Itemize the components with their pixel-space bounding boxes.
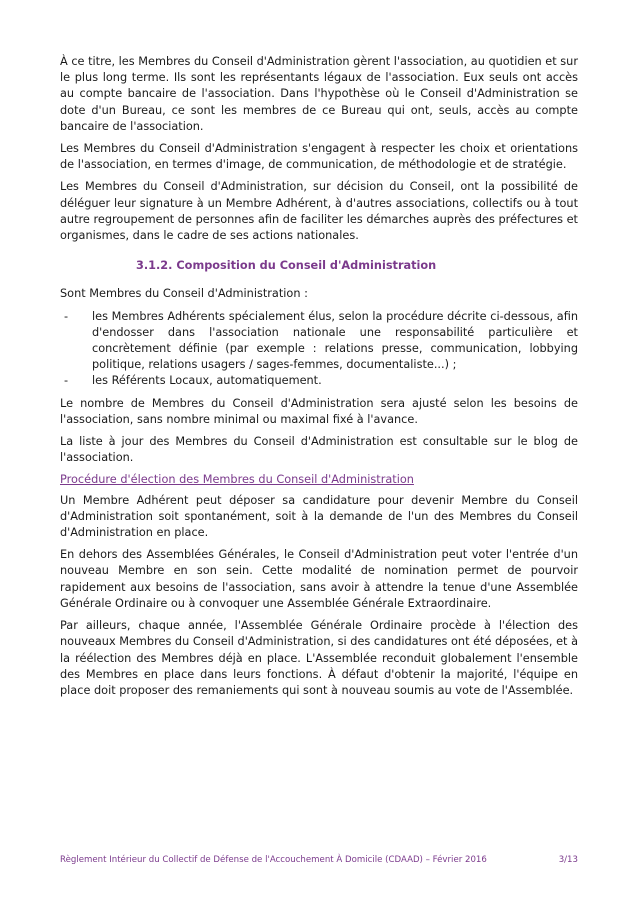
paragraph: La liste à jour des Membres du Conseil d'Administration est consultable sur le blog de l'association. — [60, 435, 578, 465]
list-item — [60, 309, 578, 374]
footer-title: Règlement Intérieur du Collectif de Défense de l'Accouchement À Domicile (CDAAD) – Février 2016 — [60, 855, 487, 865]
paragraph: Les Membres du Conseil d'Administration s'engagent à respecter les choix et orientations de l'association, en termes d'image, de communication, de méthodologie et de stratégie. — [60, 142, 578, 172]
procedure-subheading: Procédure d'élection des Membres du Conseil d'Administration — [60, 473, 414, 487]
paragraph: Par ailleurs, chaque année, l'Assemblée Générale Ordinaire procède à l'élection des nouveaux Membres du Conseil d'Administration, si des candidatures ont été déposées, et à la réélection des Membres déjà en place. L'Assemblée reconduit globalement l'ensemble des Membres en place dans leurs fonctions. À défaut d'obtenir la majorité, l'équipe en place doit proposer des remaniements qui sont à nouveau soumis au vote de l'Assemblée. — [60, 619, 578, 697]
list-item — [60, 373, 578, 389]
list-marker: - — [64, 374, 69, 388]
paragraph: Le nombre de Membres du Conseil d'Administration sera ajusté selon les besoins de l'association, sans nombre minimal ou maximal fixé à l'avance. — [60, 396, 578, 426]
paragraph: En dehors des Assemblées Générales, le Conseil d'Administration peut voter l'entrée d'un nouveau Membre en son sein. Cette modalité de nomination permet de pourvoir rapidement aux besoins de l'association, sans avoir à attendre la tenue d'une Assemblée Générale Ordinaire ou à convoquer une Assemblée Générale Extraordinaire. — [60, 548, 578, 610]
paragraph: À ce titre, les Membres du Conseil d'Administration gèrent l'association, au quotidien et sur le plus long terme. Ils sont les représentants légaux de l'association. Eux seuls ont accès au compte bancaire de l'association. Dans l'hypothèse où le Conseil d'Administration se dote d'un Bureau, ce sont les membres de ce Bureau qui ont, seuls, accès au compte bancaire de l'association. — [60, 55, 578, 133]
page-footer — [60, 855, 578, 865]
list-item-text: les Référents Locaux, automatiquement. — [92, 374, 322, 388]
section-intro: Sont Membres du Conseil d'Administration : — [60, 287, 308, 301]
paragraph: Un Membre Adhérent peut déposer sa candidature pour devenir Membre du Conseil d'Administration soit spontanément, soit à la demande de l'un des Membres du Conseil d'Administration en place. — [60, 493, 578, 540]
page-number: 3/13 — [558, 855, 578, 865]
section-heading: 3.1.2. Composition du Conseil d'Administration — [136, 259, 437, 273]
paragraph: Les Membres du Conseil d'Administration, sur décision du Conseil, ont la possibilité de déléguer leur signature à un Membre Adhérent, à d'autres associations, collectifs ou à tout autre regroupement de personnes afin de faciliter les démarches auprès des préfectures et organismes, dans le cadre de ses actions nationales. — [60, 180, 578, 243]
list-item-text: les Membres Adhérents spécialement élus, selon la procédure décrite ci-dessous, afin d'endosser dans l'association nationale une responsabilité particulière et concrètement définie (par exemple : relations presse, communication, lobbying politique, relations usagers / sages-femmes, documentaliste...) ; — [92, 309, 578, 372]
bullet-list — [60, 309, 578, 390]
document-page — [60, 54, 578, 705]
list-marker: - — [64, 309, 69, 323]
